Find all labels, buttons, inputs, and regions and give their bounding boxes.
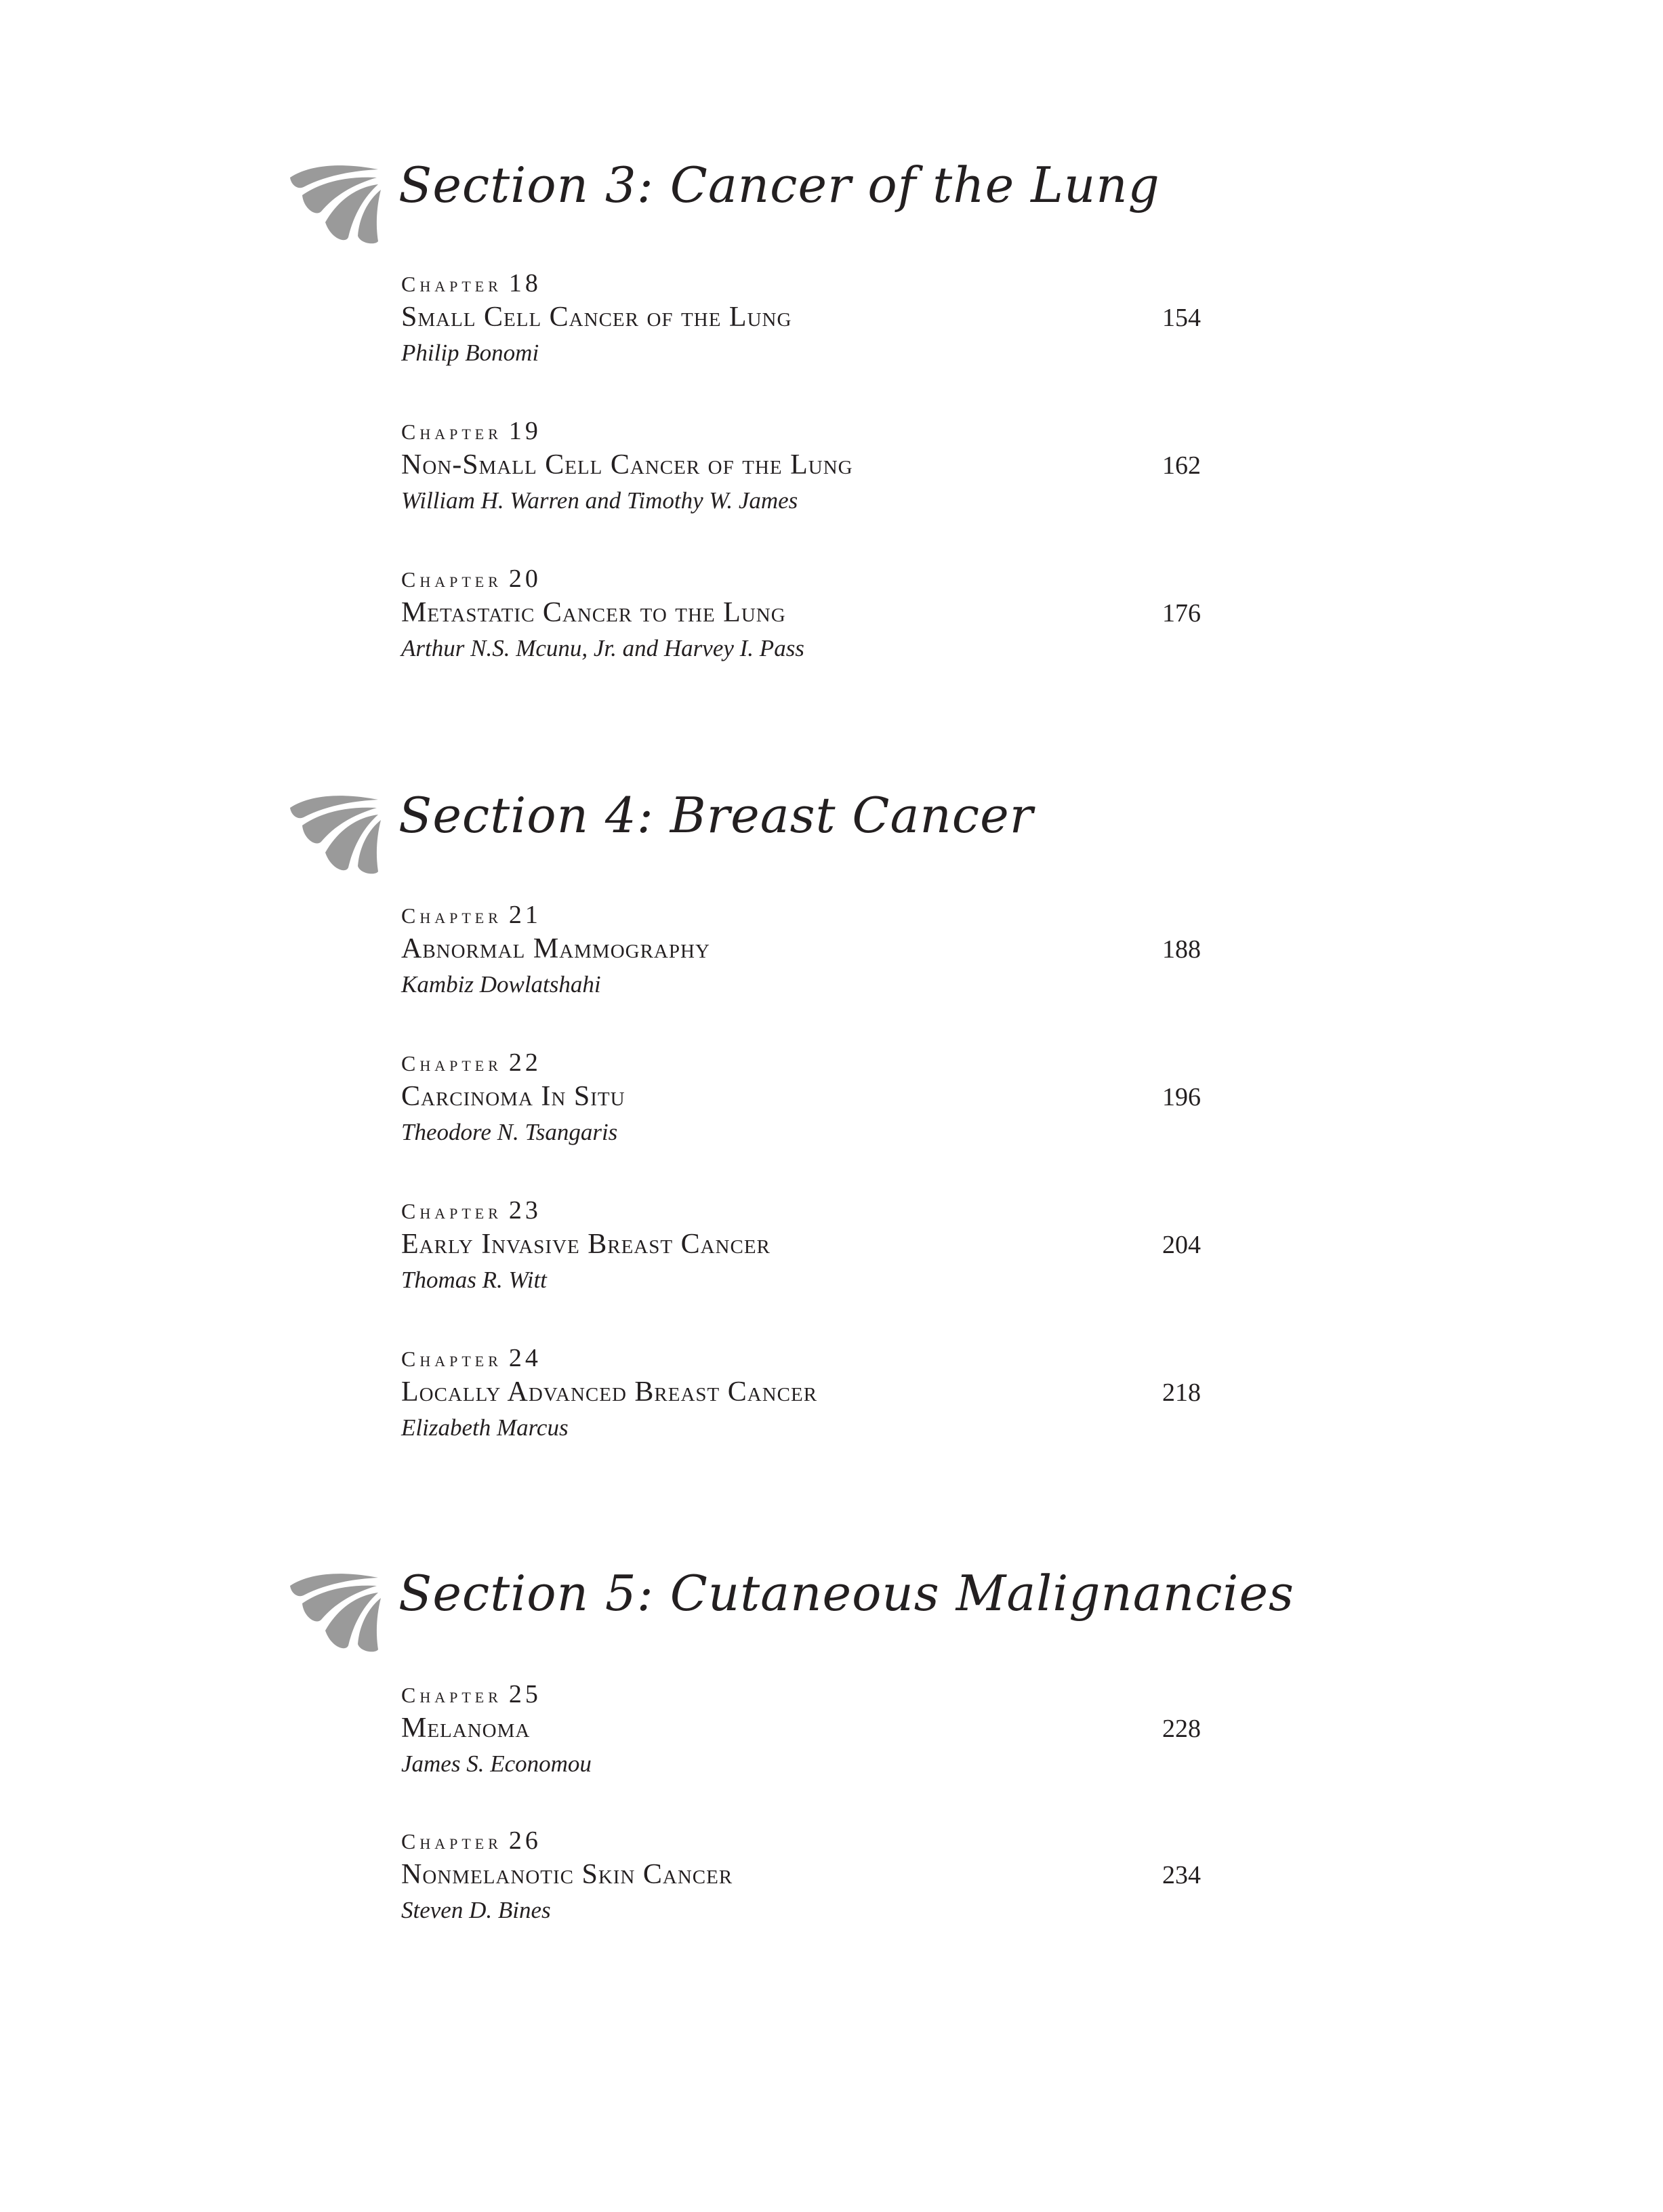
chapter-title[interactable]: Non-Small Cell Cancer of the Lung (401, 449, 853, 480)
chapter-author: Steven D. Bines (401, 1897, 551, 1923)
chapter-number: 18 (508, 269, 541, 298)
chapter-number: 22 (508, 1048, 541, 1077)
page-number: 188 (1162, 935, 1201, 964)
chapter-label: Chapter 25 (401, 1680, 541, 1708)
chapter-number: 23 (508, 1196, 541, 1225)
chapter-title[interactable]: Early Invasive Breast Cancer (401, 1229, 771, 1260)
toc-entry[interactable] (401, 270, 1201, 392)
chapter-number: 24 (508, 1344, 541, 1372)
flourish-ornament-icon (283, 787, 385, 876)
chapter-author: Kambiz Dowlatshahi (401, 971, 601, 998)
chapter-author: James S. Economou (401, 1750, 592, 1777)
chapter-author: Philip Bonomi (401, 340, 539, 366)
chapter-label: Chapter 24 (401, 1344, 541, 1372)
page-number: 154 (1162, 304, 1201, 332)
toc-entry[interactable] (401, 901, 1201, 1023)
section-header (0, 778, 1663, 893)
chapter-number: 21 (508, 901, 541, 929)
toc-entry[interactable] (401, 1197, 1201, 1319)
chapter-number: 19 (508, 417, 541, 445)
toc-entry[interactable] (401, 417, 1201, 539)
chapter-label: Chapter 21 (401, 901, 541, 929)
page-number: 228 (1162, 1715, 1201, 1743)
chapter-label: Chapter 19 (401, 417, 541, 445)
toc-entry[interactable] (401, 1049, 1201, 1171)
page-number: 204 (1162, 1231, 1201, 1259)
chapter-title[interactable]: Melanoma (401, 1713, 531, 1744)
chapter-title[interactable]: Nonmelanotic Skin Cancer (401, 1859, 733, 1890)
toc-entry[interactable] (401, 565, 1201, 687)
chapter-author: Thomas R. Witt (401, 1267, 547, 1293)
section-title: Section 4: Breast Cancer (398, 787, 1034, 844)
flourish-ornament-icon (283, 1565, 385, 1654)
section-header (0, 1556, 1663, 1671)
flourish-ornament-icon (283, 157, 385, 245)
chapter-author: Elizabeth Marcus (401, 1414, 569, 1441)
chapter-label: Chapter 20 (401, 565, 541, 593)
section-header (0, 148, 1663, 263)
chapter-title[interactable]: Locally Advanced Breast Cancer (401, 1376, 818, 1408)
chapter-label: Chapter 26 (401, 1826, 541, 1855)
chapter-number: 26 (508, 1826, 541, 1855)
section-title: Section 3: Cancer of the Lung (398, 157, 1160, 213)
section-title: Section 5: Cutaneous Malignancies (398, 1565, 1295, 1622)
page-number: 196 (1162, 1083, 1201, 1111)
chapter-title[interactable]: Small Cell Cancer of the Lung (401, 302, 792, 333)
chapter-label: Chapter 18 (401, 269, 541, 298)
chapter-author: Theodore N. Tsangaris (401, 1119, 618, 1145)
page-number: 176 (1162, 599, 1201, 628)
page-number: 218 (1162, 1378, 1201, 1407)
chapter-label: Chapter 22 (401, 1048, 541, 1077)
chapter-author: William H. Warren and Timothy W. James (401, 487, 798, 514)
page-number: 162 (1162, 451, 1201, 480)
toc-entry[interactable] (401, 1827, 1201, 1949)
chapter-title[interactable]: Abnormal Mammography (401, 933, 710, 964)
page-number: 234 (1162, 1861, 1201, 1889)
chapter-label: Chapter 23 (401, 1196, 541, 1225)
chapter-title[interactable]: Carcinoma In Situ (401, 1081, 625, 1112)
chapter-number: 25 (508, 1680, 541, 1708)
toc-entry[interactable] (401, 1681, 1201, 1803)
chapter-number: 20 (508, 565, 541, 593)
toc-entry[interactable] (401, 1345, 1201, 1467)
chapter-author: Arthur N.S. Mcunu, Jr. and Harvey I. Pass (401, 635, 804, 661)
chapter-title[interactable]: Metastatic Cancer to the Lung (401, 597, 786, 628)
